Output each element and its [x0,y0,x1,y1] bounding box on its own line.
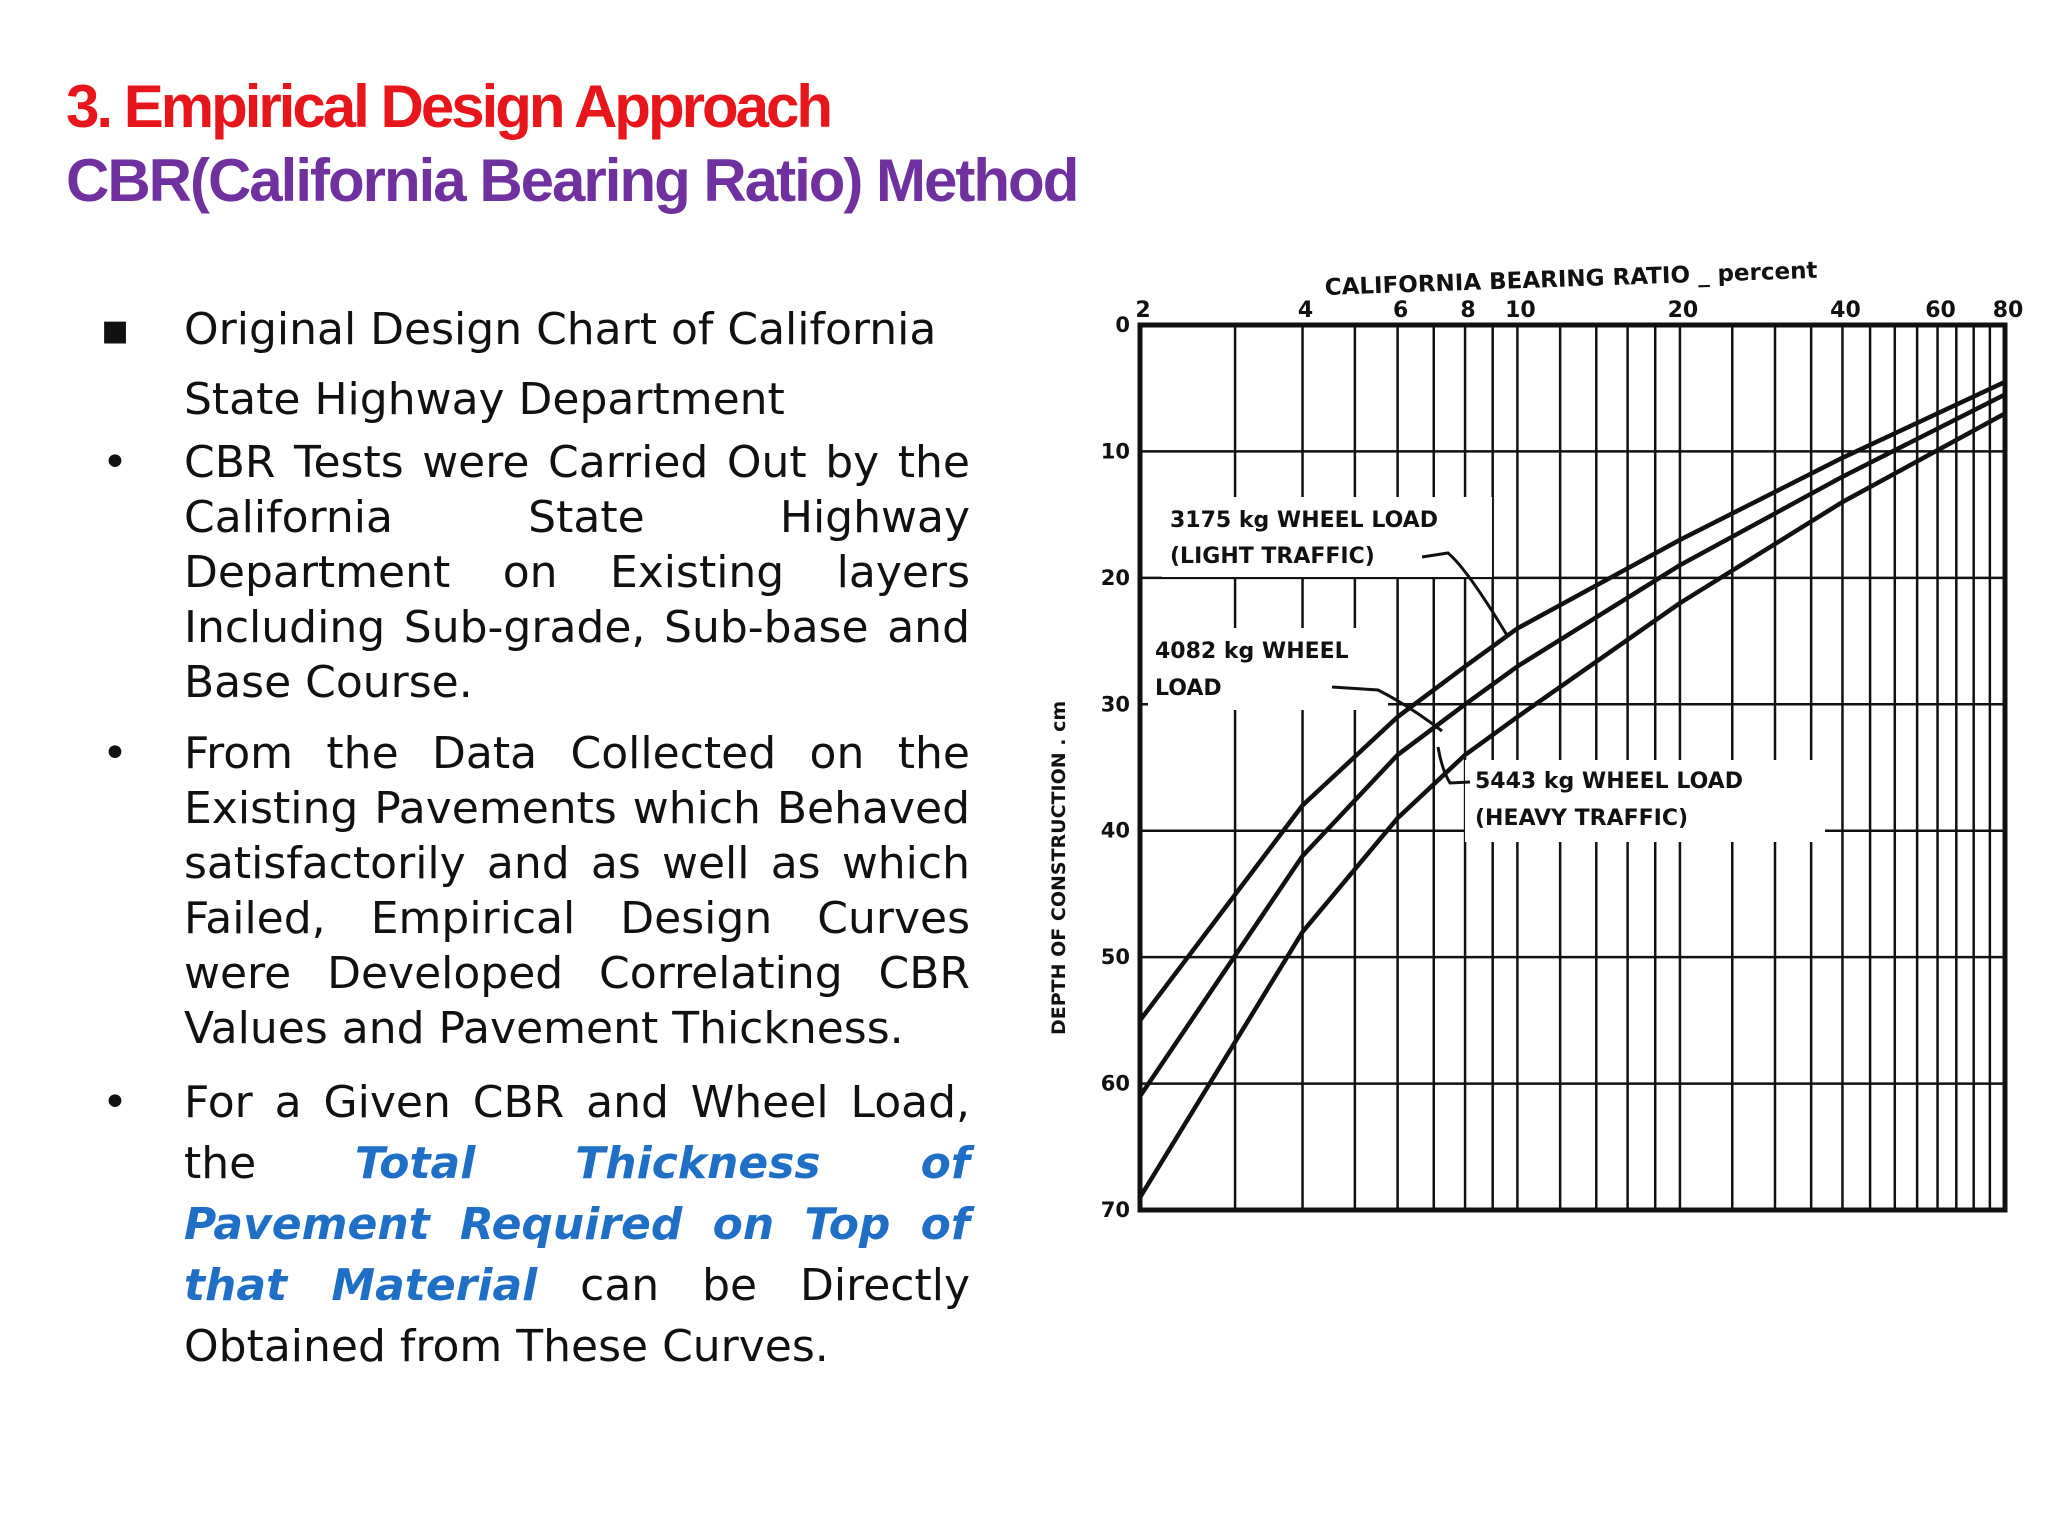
bullet-item [100,295,970,435]
y-tick-label: 50 [1100,945,1130,970]
annotation-medium-line2: LOAD [1155,676,1222,701]
annotation-light-line1: 3175 kg WHEEL LOAD [1170,508,1438,533]
bullet-highlight: Total Thickness of Pavement Required on Top of that Material [184,1138,970,1311]
slide-title: 3. Empirical Design Approach [66,73,830,140]
annotation-medium-line1: 4082 kg WHEEL [1155,639,1349,664]
dot-bullet-icon: • [102,1077,128,1128]
slide-subtitle: CBR(California Bearing Ratio) Method [66,147,1078,214]
bullet-text-after: can be Directly Obtained from These Curves. [184,1260,970,1372]
bullet-item [100,435,970,710]
bullet-text: From the Data Collected on the Existing Pavements which Behaved satisfactorily and as well as which Failed, Empirical Design Curves were Developed Correlating CBR Values and Pavement Thickness. [184,728,970,1054]
annotation-heavy [1438,747,1825,842]
x-axis-label: CALIFORNIA BEARING RATIO _ percent [1324,257,1818,301]
x-tick-label: 60 [1925,298,1956,323]
y-tick-label: 10 [1100,439,1130,464]
x-tick-label: 6 [1392,298,1409,323]
x-tick-label: 10 [1505,298,1536,323]
x-tick-label: 80 [1992,298,2024,323]
y-tick-label: 0 [1115,313,1130,337]
y-axis-label: DEPTH OF CONSTRUCTION . cm [1048,700,1070,1035]
bullet-item [100,1072,970,1377]
x-tick-label: 8 [1460,298,1476,323]
bullet-text: CBR Tests were Carried Out by the California State Highway Department on Existing layers Including Sub-grade, Sub-base and Base Course. [184,437,970,708]
cbr-design-chart [1030,235,2024,1235]
y-tick-label: 20 [1100,565,1130,590]
bullet-list [100,295,970,1377]
x-tick-label: 4 [1297,298,1314,323]
annotation-heavy-line1: 5443 kg WHEEL LOAD [1475,769,1743,794]
bullet-text: Original Design Chart of California State Highway Department [184,304,937,425]
bullet-text-before: For a Given CBR and Wheel Load, the [184,1077,970,1189]
y-tick-label: 40 [1100,818,1130,843]
square-bullet-icon: ▪ [100,304,130,355]
y-tick-label: 60 [1100,1071,1130,1096]
annotation-heavy-line2: (HEAVY TRAFFIC) [1475,806,1689,831]
x-tick-label: 40 [1830,298,1861,323]
x-tick-label: 20 [1667,298,1699,323]
x-tick-label: 2 [1135,298,1151,323]
y-tick-label: 70 [1100,1198,1130,1222]
y-tick-label: 30 [1100,692,1130,717]
dot-bullet-icon: • [102,728,128,779]
dot-bullet-icon: • [102,437,128,488]
annotation-light [1162,497,1508,637]
bullet-item [100,726,970,1056]
annotation-light-line2: (LIGHT TRAFFIC) [1170,544,1375,569]
